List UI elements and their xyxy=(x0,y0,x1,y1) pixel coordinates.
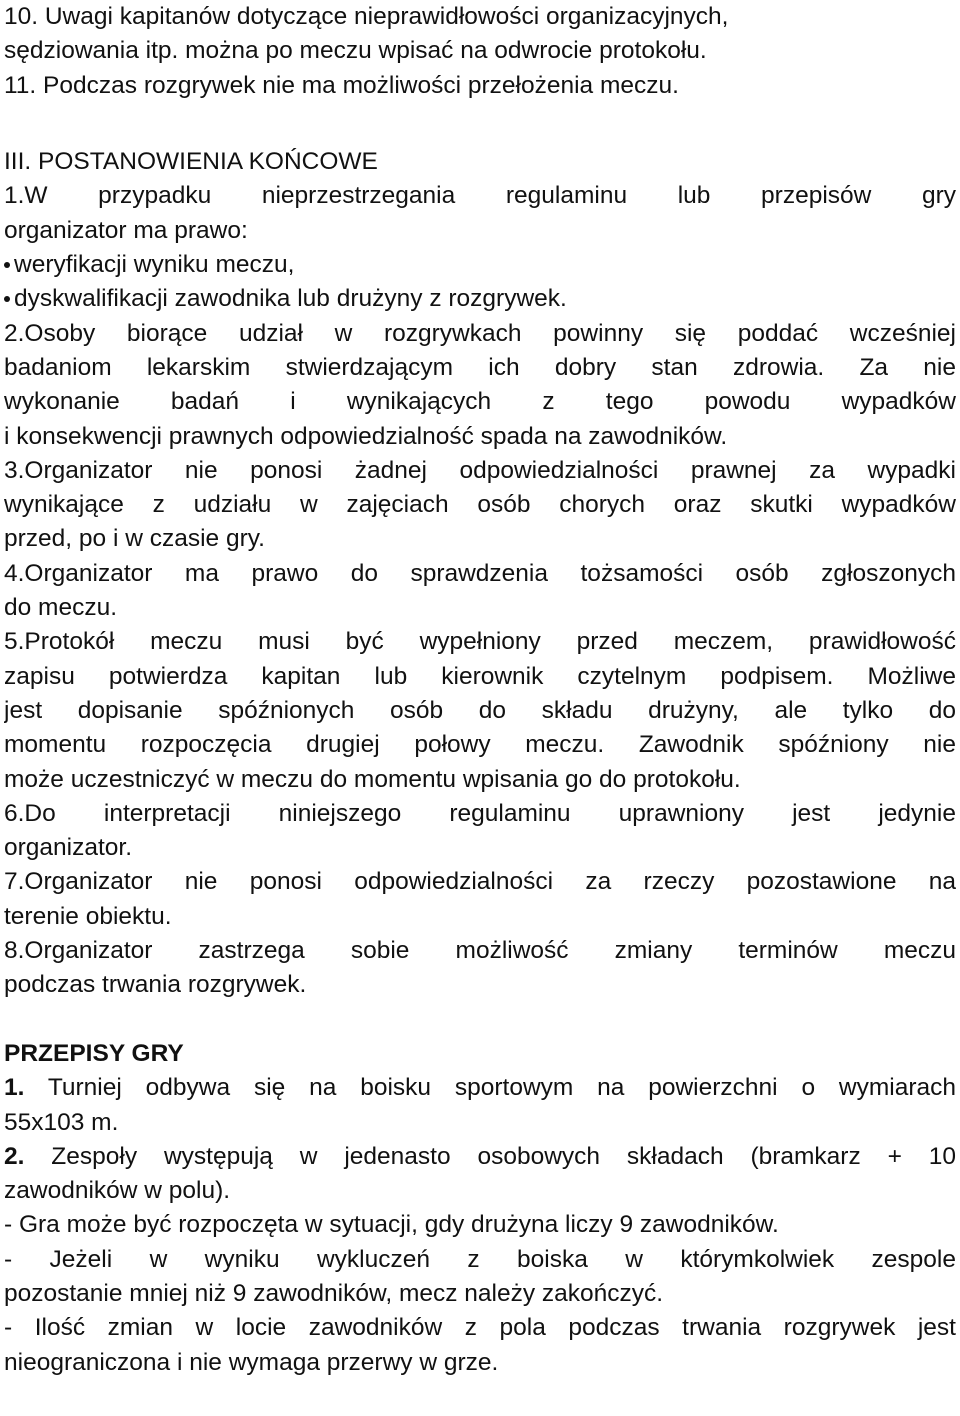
text-line: 8.Organizator zastrzega sobie możliwość zmiany terminów meczu xyxy=(4,937,956,965)
section-heading: PRZEPISY GRY xyxy=(4,1039,184,1067)
text-line: terenie obiektu. xyxy=(4,902,172,930)
spacer xyxy=(4,103,956,137)
text-line: 1.W przypadku nieprzestrzegania regulaminu lub przepisów gry xyxy=(4,182,956,210)
text-line: momentu rozpoczęcia drugiej połowy meczu. Zawodnik spóźniony nie xyxy=(4,731,956,759)
text-line: 3.Organizator nie ponosi żadnej odpowiedzialności prawnej za wypadki xyxy=(4,456,956,484)
provision-7 xyxy=(4,865,956,934)
bullet-text: weryfikacji wyniku meczu, xyxy=(14,251,295,279)
text-line: sędziowania itp. można po meczu wpisać na odwrocie protokołu. xyxy=(4,37,707,65)
text-line: 4.Organizator ma prawo do sprawdzenia tożsamości osób zgłoszonych xyxy=(4,559,956,587)
rule-text: Turniej odbywa się na boisku sportowym na powierzchni o wymiarach xyxy=(24,1074,956,1102)
text-line: organizator. xyxy=(4,834,133,862)
text-line: organizator ma prawo: xyxy=(4,216,248,244)
provision-1 xyxy=(4,179,956,316)
text-line: 55x103 m. xyxy=(4,1108,119,1136)
bullet-dot-icon xyxy=(4,262,10,268)
text-line: i konsekwencji prawnych odpowiedzialność spada na zawodników. xyxy=(4,422,728,450)
rule-1 xyxy=(4,1071,956,1140)
text-line: 6.Do interpretacji niniejszego regulaminu uprawniony jest jedynie xyxy=(4,799,956,827)
provision-6 xyxy=(4,797,956,866)
text-line: podczas trwania rozgrywek. xyxy=(4,971,307,999)
provision-5 xyxy=(4,625,956,796)
provision-3 xyxy=(4,454,956,557)
text-line xyxy=(4,1071,956,1105)
bullet-text: dyskwalifikacji zawodnika lub drużyny z rozgrywek. xyxy=(14,285,567,313)
text-line: przed, po i w czasie gry. xyxy=(4,525,265,553)
text-line: 7.Organizator nie ponosi odpowiedzialności za rzeczy pozostawione na xyxy=(4,868,956,896)
rule-number: 1. xyxy=(4,1074,25,1102)
document-page xyxy=(4,0,956,1416)
text-line: może uczestniczyć w meczu do momentu wpisania go do protokołu. xyxy=(4,765,741,793)
text-line: 2.Osoby biorące udział w rozgrywkach powinny się poddać wcześniej xyxy=(4,319,956,347)
rule-dash-3 xyxy=(4,1311,956,1380)
text-line: pozostanie mniej niż 9 zawodników, mecz należy zakończyć. xyxy=(4,1279,664,1307)
text-line: wykonanie badań i wynikających z tego powodu wypadków xyxy=(4,388,956,416)
text-line xyxy=(4,1140,956,1174)
text-line: zapisu potwierdza kapitan lub kierownik czytelnym podpisem. Możliwe xyxy=(4,662,956,690)
bullet-dot-icon xyxy=(4,296,10,302)
text-line: 11. Podczas rozgrywek nie ma możliwości przełożenia meczu. xyxy=(4,71,679,99)
text-line: badaniom lekarskim stwierdzającym ich dobry stan zdrowia. Za nie xyxy=(4,353,956,381)
provision-2 xyxy=(4,317,956,454)
section-tail-block xyxy=(4,0,956,103)
section-heading: III. POSTANOWIENIA KOŃCOWE xyxy=(4,148,378,176)
provision-8 xyxy=(4,934,956,1003)
text-line: 5.Protokół meczu musi być wypełniony przed meczem, prawidłowość xyxy=(4,628,956,656)
text-line: zawodników w polu). xyxy=(4,1177,231,1205)
section-final-provisions xyxy=(4,145,956,1002)
text-line: - Ilość zmian w locie zawodników z pola podczas trwania rozgrywek jest xyxy=(4,1314,956,1342)
bullet-item xyxy=(4,248,956,282)
rule-dash-2 xyxy=(4,1243,956,1312)
rule-text: Zespoły występują w jedenasto osobowych składach (bramkarz + 10 xyxy=(24,1142,956,1170)
text-line: 10. Uwagi kapitanów dotyczące nieprawidłowości organizacyjnych, xyxy=(4,3,729,30)
text-line: nieograniczona i nie wymaga przerwy w grze. xyxy=(4,1348,499,1376)
provision-4 xyxy=(4,557,956,626)
bullet-item xyxy=(4,282,956,316)
spacer xyxy=(4,1003,956,1037)
spacer xyxy=(4,137,956,145)
text-line: wynikające z udziału w zajęciach osób chorych oraz skutki wypadków xyxy=(4,491,956,519)
rule-number: 2. xyxy=(4,1142,25,1170)
text-line: - Jeżeli w wyniku wykluczeń z boiska w którymkolwiek zespole xyxy=(4,1245,956,1273)
text-line: do meczu. xyxy=(4,594,118,622)
rule-2 xyxy=(4,1140,956,1209)
section-game-rules xyxy=(4,1037,956,1380)
text-line: jest dopisanie spóźnionych osób do składu drużyny, ale tylko do xyxy=(4,696,956,724)
text-line: - Gra może być rozpoczęta w sytuacji, gdy drużyna liczy 9 zawodników. xyxy=(4,1211,779,1239)
